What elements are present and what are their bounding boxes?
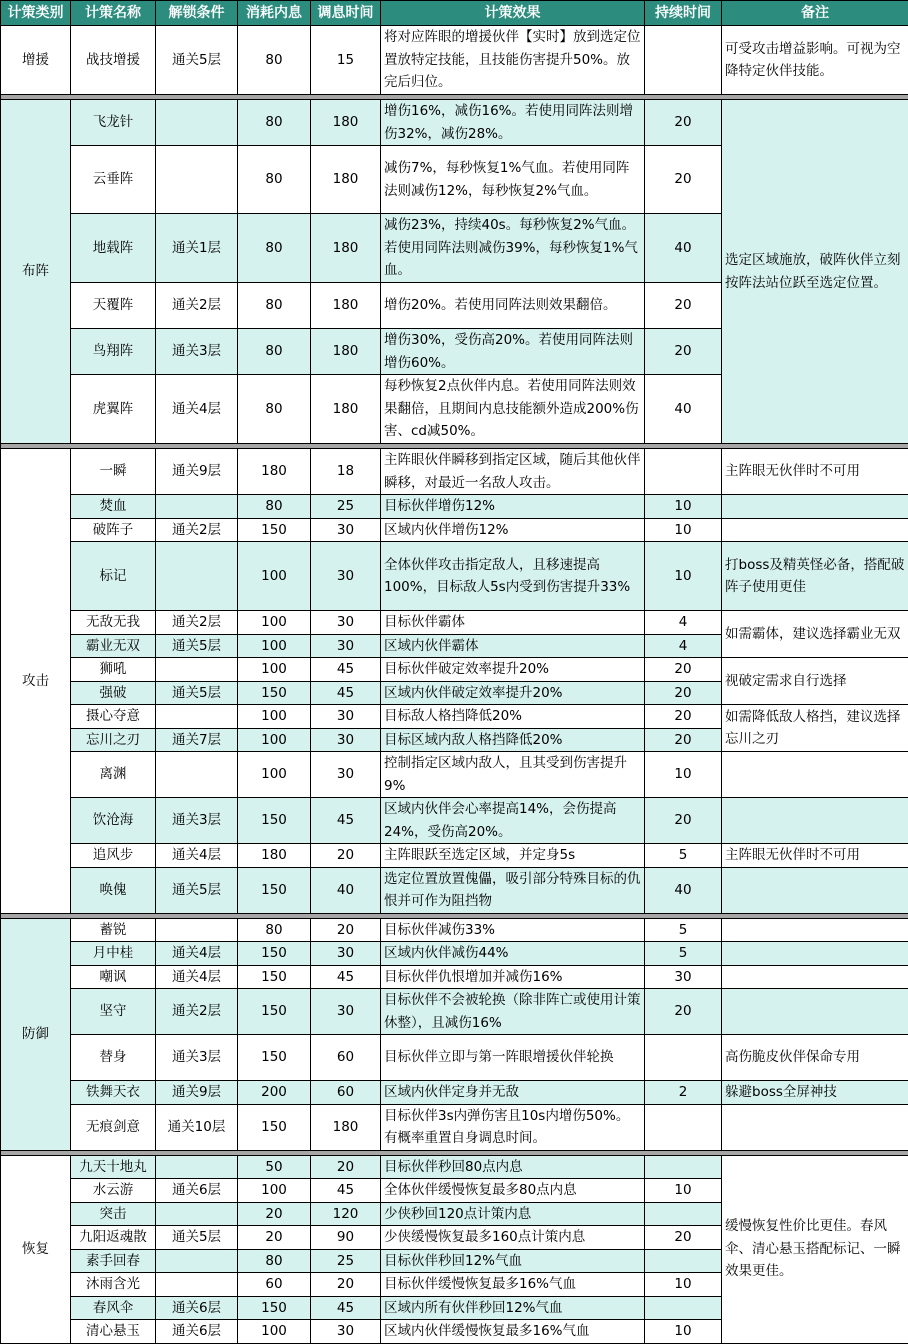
cooldown-cell: 18 [311, 449, 381, 495]
cooldown-cell: 20 [311, 844, 381, 868]
unlock-cell: 通关2层 [156, 283, 238, 329]
unlock-cell: 通关2层 [156, 518, 238, 542]
table-row [1, 100, 908, 146]
unlock-cell [156, 1273, 238, 1297]
name-cell: 嘲讽 [71, 965, 156, 989]
effect-cell: 减伤7%，每秒恢复1%气血。若使用同阵法则减伤12%，每秒恢复2%气血。 [381, 146, 645, 214]
duration-cell: 10 [645, 1320, 722, 1344]
effect-cell: 全体伙伴攻击指定敌人，且移速提高100%，目标敌人5s内受到伤害提升33% [381, 542, 645, 611]
cooldown-cell: 180 [311, 329, 381, 375]
note-cell [722, 942, 908, 966]
effect-cell: 全体伙伴缓慢恢复最多80点内息 [381, 1179, 645, 1203]
note-cell: 选定区域施放，破阵伙伴立刻按阵法站位跃至选定位置。 [722, 100, 908, 444]
note-cell [722, 752, 908, 798]
cost-cell: 150 [238, 1104, 311, 1150]
effect-cell: 目标伙伴破定效率提升20% [381, 658, 645, 682]
header-note: 备注 [722, 1, 908, 26]
unlock-cell: 通关6层 [156, 1320, 238, 1344]
cooldown-cell: 180 [311, 1104, 381, 1150]
duration-cell [645, 449, 722, 495]
duration-cell: 10 [645, 495, 722, 519]
cooldown-cell: 15 [311, 26, 381, 95]
duration-cell: 20 [645, 329, 722, 375]
cooldown-cell: 40 [311, 867, 381, 913]
unlock-cell: 通关5层 [156, 634, 238, 658]
duration-cell: 40 [645, 375, 722, 444]
name-cell: 忘川之刃 [71, 728, 156, 752]
name-cell: 摄心夺意 [71, 705, 156, 729]
duration-cell: 5 [645, 918, 722, 942]
cost-cell: 150 [238, 1035, 311, 1081]
table-row [1, 1081, 908, 1105]
duration-cell [645, 1249, 722, 1273]
header-cost: 消耗内息 [238, 1, 311, 26]
name-cell: 焚血 [71, 495, 156, 519]
cooldown-cell: 90 [311, 1226, 381, 1250]
cooldown-cell: 45 [311, 681, 381, 705]
cooldown-cell: 180 [311, 214, 381, 283]
note-cell [722, 918, 908, 942]
cooldown-cell: 30 [311, 728, 381, 752]
name-cell: 坚守 [71, 989, 156, 1035]
table-row [1, 611, 908, 635]
note-cell [722, 495, 908, 519]
cooldown-cell: 20 [311, 1155, 381, 1179]
name-cell: 狮吼 [71, 658, 156, 682]
cost-cell: 100 [238, 752, 311, 798]
effect-cell: 目标伙伴霸体 [381, 611, 645, 635]
cost-cell: 180 [238, 844, 311, 868]
unlock-cell [156, 705, 238, 729]
effect-cell: 目标伙伴立即与第一阵眼增援伙伴轮换 [381, 1035, 645, 1081]
duration-cell: 20 [645, 146, 722, 214]
effect-cell: 区域内伙伴增伤12% [381, 518, 645, 542]
cooldown-cell: 45 [311, 658, 381, 682]
note-cell: 打boss及精英怪必备，搭配破阵子使用更佳 [722, 542, 908, 611]
duration-cell: 10 [645, 518, 722, 542]
name-cell: 破阵子 [71, 518, 156, 542]
name-cell: 水云游 [71, 1179, 156, 1203]
duration-cell: 20 [645, 1226, 722, 1250]
note-cell: 可受攻击增益影响。可视为空降特定伙伴技能。 [722, 26, 908, 95]
duration-cell [645, 1155, 722, 1179]
effect-cell: 目标伙伴秒回80点内息 [381, 1155, 645, 1179]
name-cell: 月中桂 [71, 942, 156, 966]
cooldown-cell: 180 [311, 100, 381, 146]
unlock-cell [156, 1249, 238, 1273]
effect-cell: 选定位置放置傀儡，吸引部分特殊目标的仇恨并可作为阻挡物 [381, 867, 645, 913]
cooldown-cell: 30 [311, 542, 381, 611]
cooldown-cell: 180 [311, 283, 381, 329]
name-cell: 素手回春 [71, 1249, 156, 1273]
cost-cell: 180 [238, 449, 311, 495]
effect-cell: 减伤23%，持续40s。每秒恢复2%气血。若使用同阵法则减伤39%，每秒恢复1%气血。 [381, 214, 645, 283]
unlock-cell: 通关4层 [156, 965, 238, 989]
cooldown-cell: 60 [311, 1081, 381, 1105]
cost-cell: 100 [238, 634, 311, 658]
cost-cell: 80 [238, 100, 311, 146]
cost-cell: 100 [238, 542, 311, 611]
name-cell: 九天十地丸 [71, 1155, 156, 1179]
note-cell [722, 989, 908, 1035]
cooldown-cell: 25 [311, 1249, 381, 1273]
name-cell: 追风步 [71, 844, 156, 868]
effect-cell: 少侠缓慢恢复最多160点计策内息 [381, 1226, 645, 1250]
duration-cell: 4 [645, 611, 722, 635]
note-cell [722, 965, 908, 989]
header-row [1, 1, 908, 26]
table-row [1, 989, 908, 1035]
unlock-cell: 通关3层 [156, 798, 238, 844]
name-cell: 铁舞天衣 [71, 1081, 156, 1105]
unlock-cell: 通关5层 [156, 867, 238, 913]
note-cell: 缓慢恢复性价比更佳。春风伞、清心悬玉搭配标记、一瞬效果更佳。 [722, 1155, 908, 1343]
header-unlock: 解锁条件 [156, 1, 238, 26]
cooldown-cell: 30 [311, 752, 381, 798]
note-cell [722, 798, 908, 844]
table-row [1, 495, 908, 519]
unlock-cell: 通关2层 [156, 989, 238, 1035]
cooldown-cell: 45 [311, 965, 381, 989]
duration-cell: 10 [645, 542, 722, 611]
effect-cell: 目标伙伴增伤12% [381, 495, 645, 519]
table-row [1, 658, 908, 682]
cooldown-cell: 60 [311, 1035, 381, 1081]
cooldown-cell: 120 [311, 1202, 381, 1226]
duration-cell [645, 1202, 722, 1226]
note-cell: 躲避boss全屏神技 [722, 1081, 908, 1105]
effect-cell: 增伤16%，减伤16%。若使用同阵法则增伤32%，减伤28%。 [381, 100, 645, 146]
unlock-cell: 通关4层 [156, 375, 238, 444]
effect-cell: 区域内伙伴霸体 [381, 634, 645, 658]
effect-cell: 每秒恢复2点伙伴内息。若使用同阵法则效果翻倍，且期间内息技能额外造成200%伤害、cd减50%。 [381, 375, 645, 444]
unlock-cell: 通关6层 [156, 1296, 238, 1320]
cost-cell: 80 [238, 1249, 311, 1273]
cooldown-cell: 30 [311, 518, 381, 542]
table-row [1, 942, 908, 966]
effect-cell: 目标敌人格挡降低20% [381, 705, 645, 729]
cooldown-cell: 45 [311, 1296, 381, 1320]
effect-cell: 区域内所有伙伴秒回12%气血 [381, 1296, 645, 1320]
note-cell: 主阵眼无伙伴时不可用 [722, 844, 908, 868]
cooldown-cell: 180 [311, 146, 381, 214]
unlock-cell [156, 918, 238, 942]
cost-cell: 100 [238, 728, 311, 752]
effect-cell: 目标伙伴3s内弹伤害且10s内增伤50%。有概率重置自身调息时间。 [381, 1104, 645, 1150]
cost-cell: 80 [238, 146, 311, 214]
cost-cell: 150 [238, 518, 311, 542]
effect-cell: 区域内伙伴破定效率提升20% [381, 681, 645, 705]
table-row [1, 518, 908, 542]
name-cell: 天覆阵 [71, 283, 156, 329]
table-row [1, 798, 908, 844]
name-cell: 春风伞 [71, 1296, 156, 1320]
duration-cell: 10 [645, 1179, 722, 1203]
cost-cell: 150 [238, 798, 311, 844]
note-cell [722, 518, 908, 542]
name-cell: 清心悬玉 [71, 1320, 156, 1344]
table-row [1, 26, 908, 95]
duration-cell [645, 1035, 722, 1081]
name-cell: 飞龙针 [71, 100, 156, 146]
duration-cell: 2 [645, 1081, 722, 1105]
name-cell: 虎翼阵 [71, 375, 156, 444]
note-cell [722, 1104, 908, 1150]
cost-cell: 80 [238, 283, 311, 329]
note-cell: 高伤脆皮伙伴保命专用 [722, 1035, 908, 1081]
name-cell: 霸业无双 [71, 634, 156, 658]
unlock-cell [156, 658, 238, 682]
cost-cell: 60 [238, 1273, 311, 1297]
cooldown-cell: 30 [311, 611, 381, 635]
unlock-cell [156, 752, 238, 798]
unlock-cell: 通关4层 [156, 942, 238, 966]
unlock-cell: 通关6层 [156, 1179, 238, 1203]
unlock-cell: 通关5层 [156, 681, 238, 705]
cooldown-cell: 30 [311, 989, 381, 1035]
duration-cell: 20 [645, 681, 722, 705]
cooldown-cell: 45 [311, 798, 381, 844]
unlock-cell [156, 495, 238, 519]
cost-cell: 80 [238, 26, 311, 95]
table-row [1, 542, 908, 611]
duration-cell: 10 [645, 1273, 722, 1297]
name-cell: 战技增援 [71, 26, 156, 95]
note-cell: 视破定需求自行选择 [722, 658, 908, 705]
duration-cell: 5 [645, 942, 722, 966]
duration-cell: 4 [645, 634, 722, 658]
duration-cell [645, 26, 722, 95]
duration-cell: 20 [645, 705, 722, 729]
cost-cell: 20 [238, 1226, 311, 1250]
name-cell: 无敌无我 [71, 611, 156, 635]
table-row [1, 449, 908, 495]
category-cell: 布阵 [1, 100, 71, 444]
table-row [1, 965, 908, 989]
cooldown-cell: 30 [311, 1320, 381, 1344]
cost-cell: 80 [238, 375, 311, 444]
duration-cell: 40 [645, 214, 722, 283]
duration-cell: 20 [645, 728, 722, 752]
name-cell: 地载阵 [71, 214, 156, 283]
unlock-cell: 通关1层 [156, 214, 238, 283]
unlock-cell: 通关2层 [156, 611, 238, 635]
effect-cell: 控制指定区域内敌人，且其受到伤害提升9% [381, 752, 645, 798]
duration-cell [645, 1296, 722, 1320]
duration-cell [645, 1104, 722, 1150]
table-row [1, 1155, 908, 1179]
name-cell: 蓄锐 [71, 918, 156, 942]
table-row [1, 705, 908, 729]
cost-cell: 100 [238, 705, 311, 729]
name-cell: 唤傀 [71, 867, 156, 913]
name-cell: 沐雨含光 [71, 1273, 156, 1297]
cost-cell: 50 [238, 1155, 311, 1179]
duration-cell: 20 [645, 798, 722, 844]
effect-cell: 增伤20%。若使用同阵法则效果翻倍。 [381, 283, 645, 329]
unlock-cell [156, 1155, 238, 1179]
category-cell: 恢复 [1, 1155, 71, 1343]
table-row [1, 1104, 908, 1150]
duration-cell: 20 [645, 100, 722, 146]
header-cooldown: 调息时间 [311, 1, 381, 26]
name-cell: 替身 [71, 1035, 156, 1081]
duration-cell: 20 [645, 658, 722, 682]
duration-cell: 10 [645, 752, 722, 798]
category-cell: 增援 [1, 26, 71, 95]
note-cell: 如需降低敌人格挡，建议选择忘川之刃 [722, 705, 908, 752]
cost-cell: 100 [238, 1179, 311, 1203]
duration-cell: 20 [645, 989, 722, 1035]
name-cell: 突击 [71, 1202, 156, 1226]
effect-cell: 区域内伙伴定身并无敌 [381, 1081, 645, 1105]
cost-cell: 150 [238, 867, 311, 913]
name-cell: 强破 [71, 681, 156, 705]
effect-cell: 区域内伙伴会心率提高14%，会伤提高24%，受伤高20%。 [381, 798, 645, 844]
table-row [1, 844, 908, 868]
cooldown-cell: 30 [311, 634, 381, 658]
unlock-cell: 通关9层 [156, 449, 238, 495]
cooldown-cell: 30 [311, 942, 381, 966]
note-cell: 如需霸体，建议选择霸业无双 [722, 611, 908, 658]
effect-cell: 目标伙伴仇恨增加并减伤16% [381, 965, 645, 989]
cost-cell: 100 [238, 658, 311, 682]
cost-cell: 100 [238, 1320, 311, 1344]
effect-cell: 区域内伙伴缓慢恢复最多16%气血 [381, 1320, 645, 1344]
header-name: 计策名称 [71, 1, 156, 26]
unlock-cell [156, 100, 238, 146]
note-cell [722, 867, 908, 913]
effect-cell: 少侠秒回120点计策内息 [381, 1202, 645, 1226]
cost-cell: 80 [238, 918, 311, 942]
unlock-cell [156, 1202, 238, 1226]
header-effect: 计策效果 [381, 1, 645, 26]
effect-cell: 目标伙伴缓慢恢复最多16%气血 [381, 1273, 645, 1297]
unlock-cell [156, 542, 238, 611]
effect-cell: 主阵眼伙伴瞬移到指定区域，随后其他伙伴瞬移，对最近一名敌人攻击。 [381, 449, 645, 495]
effect-cell: 增伤30%，受伤高20%。若使用同阵法则增伤60%。 [381, 329, 645, 375]
duration-cell: 5 [645, 844, 722, 868]
cost-cell: 100 [238, 611, 311, 635]
effect-cell: 目标伙伴秒回12%气血 [381, 1249, 645, 1273]
note-cell: 主阵眼无伙伴时不可用 [722, 449, 908, 495]
header-category: 计策类别 [1, 1, 71, 26]
duration-cell: 30 [645, 965, 722, 989]
unlock-cell: 通关10层 [156, 1104, 238, 1150]
cost-cell: 150 [238, 681, 311, 705]
cost-cell: 80 [238, 329, 311, 375]
header-duration: 持续时间 [645, 1, 722, 26]
cooldown-cell: 20 [311, 1273, 381, 1297]
effect-cell: 主阵眼跃至选定区域，并定身5s [381, 844, 645, 868]
name-cell: 无痕剑意 [71, 1104, 156, 1150]
cost-cell: 150 [238, 965, 311, 989]
duration-cell: 20 [645, 283, 722, 329]
cost-cell: 80 [238, 214, 311, 283]
name-cell: 九阳返魂散 [71, 1226, 156, 1250]
cost-cell: 150 [238, 1296, 311, 1320]
category-cell: 攻击 [1, 449, 71, 914]
table-row [1, 867, 908, 913]
unlock-cell: 通关7层 [156, 728, 238, 752]
unlock-cell [156, 146, 238, 214]
unlock-cell: 通关3层 [156, 1035, 238, 1081]
unlock-cell: 通关3层 [156, 329, 238, 375]
name-cell: 标记 [71, 542, 156, 611]
name-cell: 离渊 [71, 752, 156, 798]
name-cell: 鸟翔阵 [71, 329, 156, 375]
effect-cell: 目标伙伴减伤33% [381, 918, 645, 942]
cost-cell: 20 [238, 1202, 311, 1226]
effect-cell: 目标区域内敌人格挡降低20% [381, 728, 645, 752]
unlock-cell: 通关4层 [156, 844, 238, 868]
table-row [1, 1035, 908, 1081]
table-row [1, 918, 908, 942]
cooldown-cell: 20 [311, 918, 381, 942]
cost-cell: 150 [238, 989, 311, 1035]
unlock-cell: 通关5层 [156, 26, 238, 95]
cooldown-cell: 25 [311, 495, 381, 519]
name-cell: 饮沧海 [71, 798, 156, 844]
name-cell: 一瞬 [71, 449, 156, 495]
cost-cell: 200 [238, 1081, 311, 1105]
cooldown-cell: 30 [311, 705, 381, 729]
cooldown-cell: 45 [311, 1179, 381, 1203]
duration-cell: 40 [645, 867, 722, 913]
unlock-cell: 通关5层 [156, 1226, 238, 1250]
cost-cell: 150 [238, 942, 311, 966]
cost-cell: 80 [238, 495, 311, 519]
effect-cell: 将对应阵眼的增援伙伴【实时】放到选定位置放特定技能，且技能伤害提升50%。放完后归位。 [381, 26, 645, 95]
effect-cell: 目标伙伴不会被轮换（除非阵亡或使用计策休整），且减伤16% [381, 989, 645, 1035]
cooldown-cell: 180 [311, 375, 381, 444]
name-cell: 云垂阵 [71, 146, 156, 214]
category-cell: 防御 [1, 918, 71, 1150]
effect-cell: 区域内伙伴减伤44% [381, 942, 645, 966]
table-row [1, 752, 908, 798]
unlock-cell: 通关9层 [156, 1081, 238, 1105]
